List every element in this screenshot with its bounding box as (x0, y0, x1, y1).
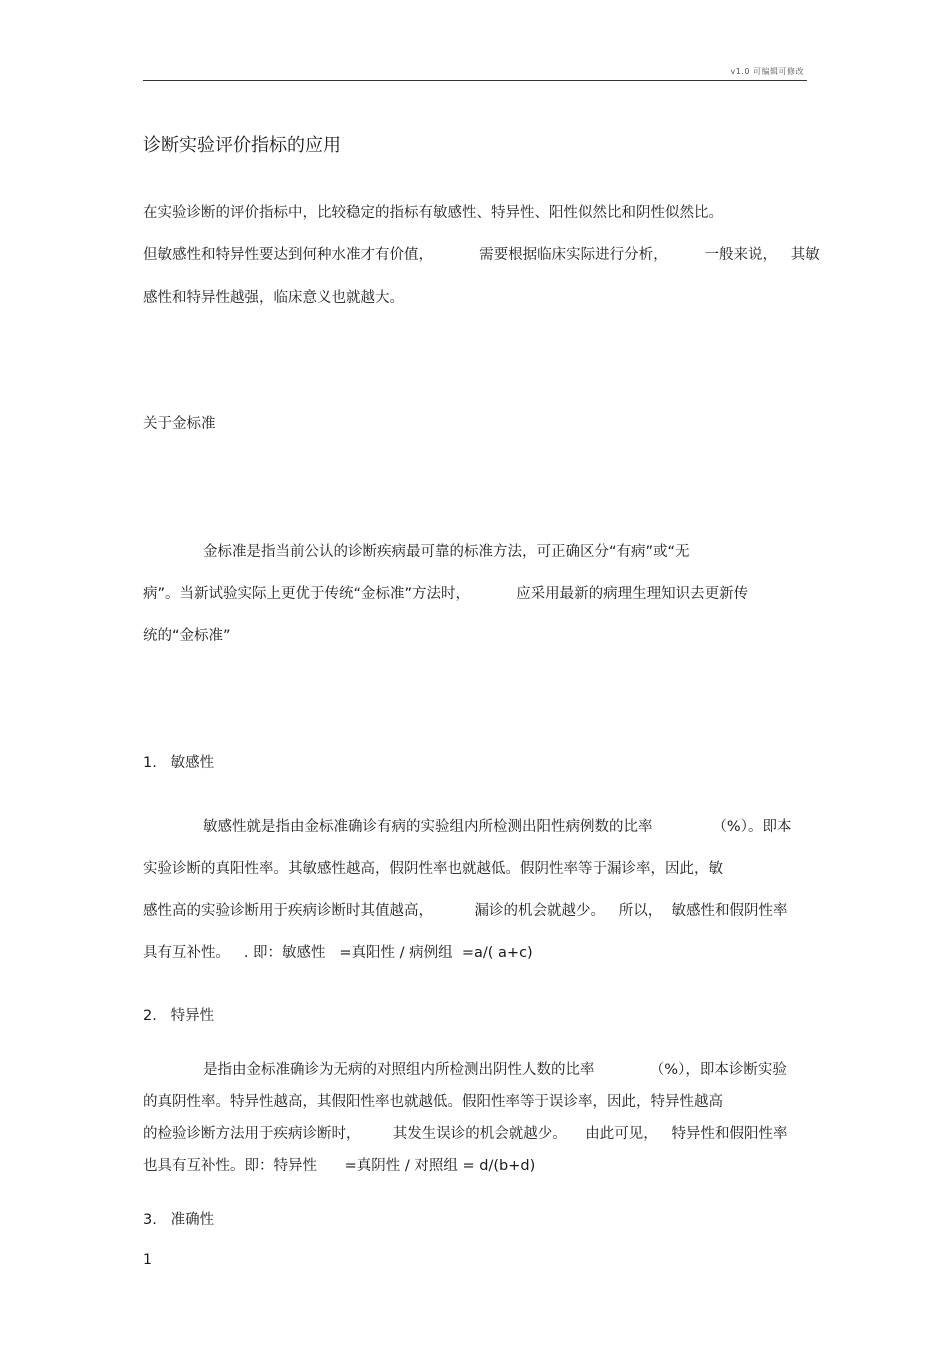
page-number: 1 (143, 1252, 152, 1268)
accuracy-heading: 3. 准确性 (143, 1212, 215, 1228)
intro-line-2: 但敏感性和特异性要达到何种水准才有价值， 需要根据临床实际进行分析， 一般来说， 其敏 (143, 247, 820, 263)
sensitivity-line-3: 感性高的实验诊断用于疾病诊断时其值越高， 漏诊的机会就越少。 所以， 敏感性和假阴性率 (143, 903, 788, 919)
document-title: 诊断实验评价指标的应用 (143, 135, 341, 156)
specificity-line-4: 也具有互补性。即：特异性 =真阴性 / 对照组 = d/(b+d) (143, 1158, 536, 1174)
gold-standard-line-2: 病”。当新试验实际上更优于传统“金标准”方法时， 应采用最新的病理生理知识去更新传 (143, 586, 749, 602)
specificity-line-3: 的检验诊断方法用于疾病诊断时， 其发生误诊的机会就越少。 由此可见， 特异性和假阳性率 (143, 1126, 788, 1142)
gold-standard-heading: 关于金标准 (143, 416, 216, 432)
gold-standard-line-3: 统的“金标准” (143, 628, 231, 644)
sensitivity-heading: 1. 敏感性 (143, 755, 215, 771)
intro-line-1: 在实验诊断的评价指标中，比较稳定的指标有敏感性、特异性、阳性似然比和阴性似然比。 (143, 205, 723, 221)
intro-line-3: 感性和特异性越强，临床意义也就越大。 (143, 290, 404, 306)
specificity-heading: 2. 特异性 (143, 1008, 215, 1024)
header-divider (143, 80, 807, 81)
header-version-note: v1.0 可编辑可修改 (730, 67, 804, 76)
sensitivity-line-4: 具有互补性。 . 即：敏感性 =真阳性 / 病例组 =a/( a+c) (143, 945, 533, 961)
specificity-line-2: 的真阴性率。特异性越高，其假阳性率也就越低。假阳性率等于误诊率，因此，特异性越高 (143, 1094, 723, 1110)
specificity-line-1: 是指由金标准确诊为无病的对照组内所检测出阴性人数的比率 （%），即本诊断实验 (203, 1062, 787, 1078)
sensitivity-line-2: 实验诊断的真阳性率。其敏感性越高，假阴性率也就越低。假阴性率等于漏诊率，因此，敏 (143, 861, 723, 877)
gold-standard-line-1: 金标准是指当前公认的诊断疾病最可靠的标准方法，可正确区分“有病”或“无 (203, 544, 690, 560)
sensitivity-line-1: 敏感性就是指由金标准确诊有病的实验组内所检测出阳性病例数的比率 （%）。即本 (203, 819, 792, 835)
